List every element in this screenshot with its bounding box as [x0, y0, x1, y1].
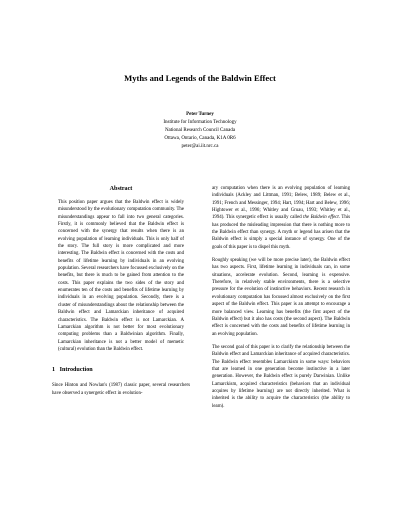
abstract-heading: Abstract	[109, 186, 133, 192]
right-column	[212, 185, 350, 416]
author-name: Peter Turney	[186, 112, 214, 117]
paper-title: Myths and Legends of the Baldwin Effect	[124, 73, 276, 83]
intro-p1-text-a: ary computation when there is an evolving population of learning individuals (Ackley and Littman, 1991; Belew, 1989; Belew et al., 1991; French and Messinger, 1994; Hart, 1994; Hart and Belew, 1996; Hightower et al., 1996; Whitley and Gruau, 1993; Whitley et al., 1994). This synergetic effect is usually called	[212, 186, 350, 221]
author-location: Ottawa, Ontario, Canada, K1A 0R6	[164, 136, 236, 142]
author-email: peter@ai.iit.nrc.ca	[181, 144, 219, 150]
author-block	[0, 111, 400, 151]
intro-p1-emphasis: the Baldwin effect	[303, 215, 339, 221]
intro-paragraph-1-continued	[212, 185, 350, 251]
intro-paragraph-3: The second goal of this paper is to clarify the relationship between the Baldwin effect and Lamarckian inheritance of acquired characteristics. The Baldwin effect resembles Lamarckism in some ways: behaviors that are learned in one generation become instinctive in a later generation. However, the Baldwin effect is purely Darwinian. Unlike Lamarckism, acquired characteristics (behaviors that an individual acquires by lifetime learning) are not directly inherited. What is inherited is the ability to acquire the characteristics (the ability to learn).	[212, 344, 350, 409]
intro-p1-text-b: . This has produced the misleading impression that there is nothing more to the Baldwin effect than synergy. A myth or legend has arisen that the Baldwin effect is simply a special instance of synergy. One of the goals of this paper is to dispel this myth.	[212, 215, 350, 250]
author-institution: Institute for Information Technology	[163, 120, 237, 126]
abstract-text: This position paper argues that the Baldwin effect is widely misunderstood by the evolutionary computation community. The misunderstandings appear to fall into two general categories. Firstly, it is commonly believed that the Baldwin effect is concerned with the synergy that results when there is an evolving population of learning individuals. This is only half of the story. The full story is more complicated and more interesting. The Baldwin effect is concerned with the costs and benefits of lifetime learning by individuals in an evolving population. Several researchers have focussed exclusively on the benefits, but there is much to be gained from attention to the costs. This paper explains the two sides of the story and enumerates ten of the costs and benefits of lifetime learning by individuals in an evolving population. Secondly, there is a cluster of misunderstandings about the relationship between the Baldwin effect and Lamarckian inheritance of acquired characteristics. The Baldwin effect is not Lamarckian. A Lamarckian algorithm is not better for most evolutionary computing problems than a Baldwinian algorithm. Finally, Lamarckian inheritance is not a better model of memetic (cultural) evolution than the Baldwin effect.	[58, 200, 184, 352]
intro-paragraph-2: Roughly speaking (we will be more precise later), the Baldwin effect has two aspects. First, lifetime learning in individuals can, in some situations, accelerate evolution. Second, learning is expensive. Therefore, in relatively stable environments, there is a selective pressure for the evolution of instinctive behaviors. Recent research in evolutionary computation has focussed almost exclusively on the first aspect of the Baldwin effect. This paper is an attempt to encourage a more balanced view. Learning has benefits (the first aspect of the Baldwin effect) but it also has costs (the second aspect). The Baldwin effect is concerned with the costs and benefits of lifetime learning in an evolving population.	[212, 258, 350, 337]
left-column	[52, 185, 190, 403]
section-heading-introduction: 1 Introduction	[52, 367, 93, 374]
intro-paragraph-1-start: Since Hinton and Nowlan's (1987) classic paper, several researchers have observed a synergetic effect in evolution-	[52, 383, 190, 396]
author-organization: National Research Council Canada	[164, 128, 236, 134]
